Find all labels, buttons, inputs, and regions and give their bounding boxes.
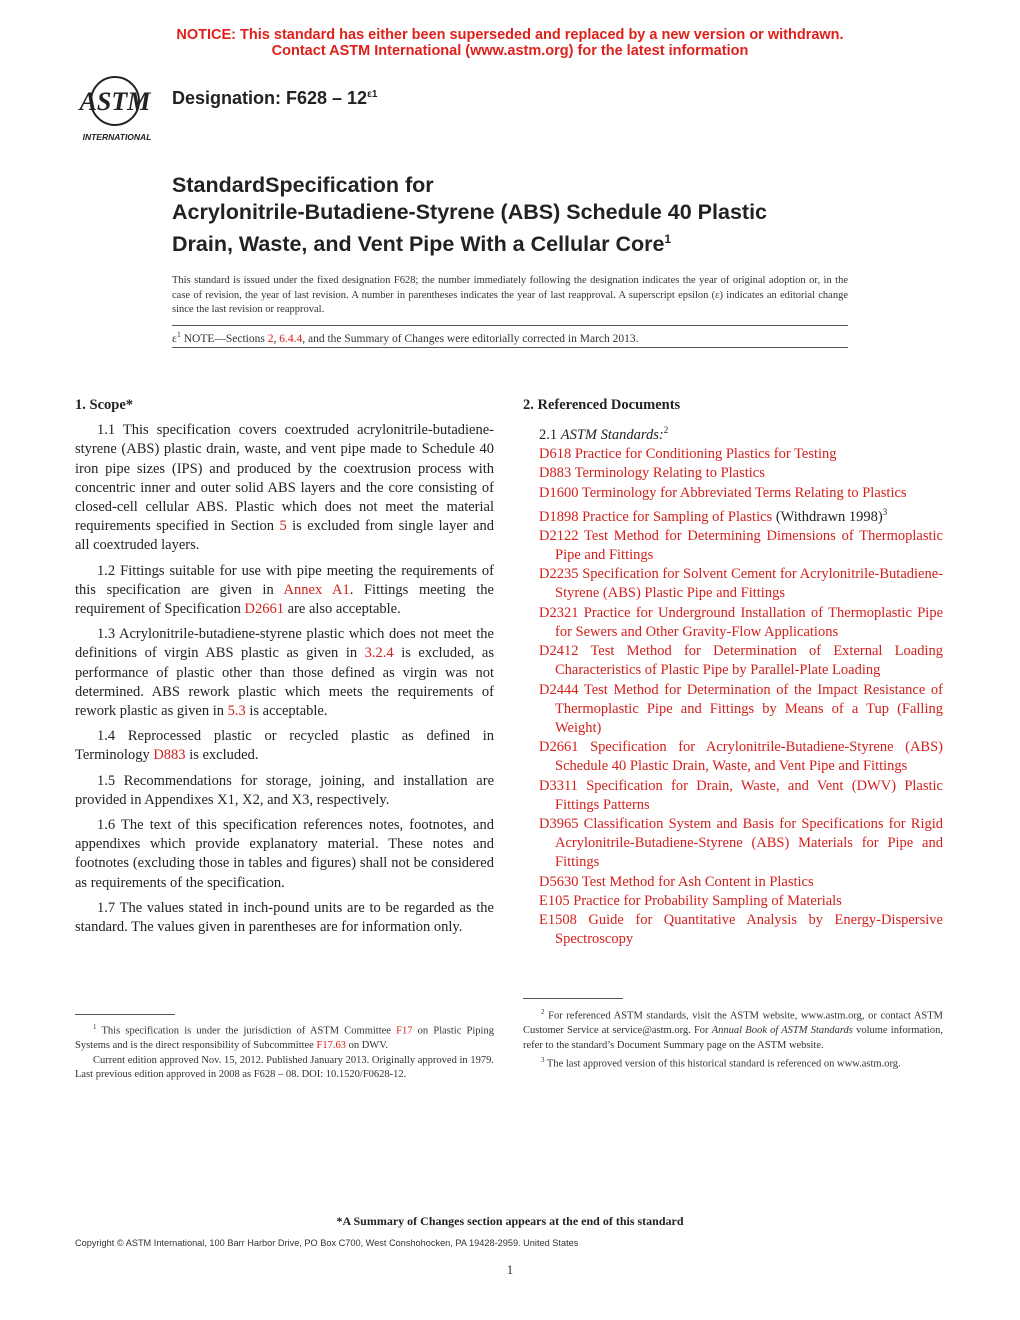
reference-title[interactable]: Test Method for Determination of the Impact Resistance of Thermoplastic Pipe and Fittings by Means of a Tup (Falling Weight) bbox=[555, 681, 943, 736]
reference-withdrawn-note: (Withdrawn 1998) bbox=[772, 508, 883, 525]
reference-title[interactable]: Specification for Acrylonitrile-Butadiene-Styrene (ABS) Schedule 40 Plastic Drain, Waste, and Vent Pipe and Fittings bbox=[555, 739, 943, 775]
reference-item bbox=[523, 445, 943, 464]
divider-top bbox=[172, 325, 848, 326]
section-6-4-4-link[interactable]: 6.4.4 bbox=[279, 332, 303, 345]
footnotes-right bbox=[523, 1005, 943, 1072]
annex-a1-link[interactable]: Annex A1 bbox=[283, 581, 350, 598]
scope-1-5: 1.5 Recommendations for storage, joining, and installation are provided in Appendixes X1, X2, and X3, respectively. bbox=[75, 772, 494, 808]
reference-code-link[interactable]: D2661 bbox=[539, 739, 579, 756]
reference-code-link[interactable]: D1898 bbox=[539, 508, 579, 525]
reference-item bbox=[523, 873, 943, 892]
logo-text: INTERNATIONAL bbox=[82, 132, 152, 142]
d883-link[interactable]: D883 bbox=[153, 747, 186, 764]
reference-item bbox=[523, 738, 943, 776]
designation: Designation: $F628 - 12^{\varepsilon 1}$ bbox=[172, 88, 378, 108]
astm-logo-icon bbox=[73, 74, 161, 144]
scope-1-1: 1.1 This specification covers coextruded acrylonitrile-butadiene-styrene (ABS) plastic drain, waste, and vent pipe made to Schedule 40 iron pipe sizes (IPS) and produced by the coextrusion process with concentric inner and outer solid ABS layers and the core consisting of closed-cell cellular ABS. Plastic which does not meet the material requirements specified in Section 5 is excluded from single layer and all coextruded layers. bbox=[75, 422, 494, 554]
scope-1-6: 1.6 The text of this specification references notes, footnotes, and appendixes which provide explanatory material. These notes and footnotes (excluding those in tables and figures) shall not be considered as requirements of the specification. bbox=[75, 817, 494, 891]
svg-text:ASTM: ASTM bbox=[79, 87, 151, 116]
reference-title[interactable]: Specification for Solvent Cement for Acrylonitrile-Butadiene-Styrene (ABS) Plastic Pipe and Fittings bbox=[555, 566, 943, 602]
reference-title[interactable]: Specification for Drain, Waste, and Vent (DWV) Plastic Fittings Patterns bbox=[555, 777, 943, 813]
notice-line-2: Contact ASTM International (www.astm.org) for the latest information bbox=[271, 43, 749, 59]
footnote-1: $^1$ This specification is under the jurisdiction of ASTM Committee F17 on Plastic Piping Systems and is the direct responsibility of Subcommittee F17.63 on DWV. bbox=[75, 1023, 494, 1052]
astm-standards-subheading: 2.1 ASTM Standards:$^2$ bbox=[539, 425, 669, 444]
copyright: Copyright © ASTM International, 100 Barr Harbor Drive, PO Box C700, West Conshohocken, PA 19428-2959. United States bbox=[75, 1238, 579, 1248]
footnote-2: $^2$ For referenced ASTM standards, visit the ASTM website, www.astm.org, or contact ASTM Customer Service at service@astm.org. For Annual Book of ASTM Standards volume information, refer to the standard’s Document Summary page on the ASTM website. bbox=[523, 1008, 943, 1051]
reference-item bbox=[523, 815, 943, 873]
reference-code-link[interactable]: D883 bbox=[539, 465, 572, 482]
reference-code-link[interactable]: D2412 bbox=[539, 643, 579, 660]
section-2-link[interactable]: 2 bbox=[267, 332, 274, 345]
reference-title[interactable]: Practice for Sampling of Plastics bbox=[578, 508, 773, 525]
f17-link[interactable]: F17 bbox=[396, 1025, 413, 1037]
reference-code-link[interactable]: D2321 bbox=[539, 604, 579, 621]
scope-heading: 1. Scope* bbox=[75, 397, 133, 413]
reference-title[interactable]: Practice for Underground Installation of Thermoplastic Pipe for Sewers and Other Gravity-Flow Applications bbox=[555, 604, 943, 640]
page-number: 1 bbox=[506, 1262, 514, 1277]
reference-code-link[interactable]: D2122 bbox=[539, 527, 579, 544]
reference-code-link[interactable]: D2444 bbox=[539, 681, 579, 698]
document-title: StandardSpecification for Acrylonitrile-Butadiene-Styrene (ABS) Schedule 40 Plastic Drain, Waste, and Vent Pipe With a Cellular Core$^1$ bbox=[172, 173, 767, 257]
reference-title[interactable]: Test Method for Determining Dimensions of Thermoplastic Pipe and Fittings bbox=[555, 527, 943, 564]
summary-of-changes-note: *A Summary of Changes section appears at the end of this standard bbox=[336, 1214, 684, 1228]
reference-title[interactable]: Test Method for Ash Content in Plastics bbox=[578, 873, 814, 890]
reference-item bbox=[523, 911, 943, 949]
scope-1-4: 1.4 Reprocessed plastic or recycled plastic as defined in Terminology D883 is excluded. bbox=[75, 728, 494, 764]
reference-title[interactable]: Test Method for Determination of External Loading Characteristics of Plastic Pipe by Parallel-Plate Loading bbox=[555, 643, 943, 679]
referenced-documents-section bbox=[523, 396, 943, 949]
section-5-3-link[interactable]: 5.3 bbox=[227, 703, 246, 720]
footnote-1-edition: Current edition approved Nov. 15, 2012. Published January 2013. Originally approved in 1979. Last previous edition approved in 2008 as F628 – 08. DOI: 10.1520/F0628-12. bbox=[75, 1054, 494, 1081]
reference-code-link[interactable]: D618 bbox=[539, 446, 572, 463]
footnotes-left bbox=[75, 1020, 494, 1083]
reference-item bbox=[523, 892, 943, 911]
section-3-2-4-link[interactable]: 3.2.4 bbox=[364, 645, 394, 662]
reference-item bbox=[523, 565, 943, 603]
reference-code-link[interactable]: E105 bbox=[539, 892, 570, 909]
notice-line-1: NOTICE: This standard has either been superseded and replaced by a new version or withdrawn. bbox=[176, 27, 844, 43]
reference-title[interactable]: Guide for Quantitative Analysis by Energy-Dispersive Spectroscopy bbox=[555, 911, 943, 948]
reference-title[interactable]: Classification System and Basis for Specifications for Rigid Acrylonitrile-Butadiene-Styrene (ABS) Materials for Pipe and Fittings bbox=[555, 815, 943, 871]
reference-title[interactable]: Terminology for Abbreviated Terms Relating to Plastics bbox=[578, 484, 907, 501]
footnote-3: $^3$ The last approved version of this historical standard is referenced on www.astm.org. bbox=[541, 1056, 901, 1070]
reference-code-link[interactable]: D5630 bbox=[539, 873, 579, 890]
reference-item bbox=[523, 681, 943, 739]
footnote-rule-right bbox=[523, 998, 623, 999]
editorial-note: $\varepsilon^1$ NOTE—Sections 2, 6.4.4, and the Summary of Changes were editorially corrected in March 2013. bbox=[172, 330, 639, 345]
scope-1-2: 1.2 Fittings suitable for use with pipe meeting the requirements of this specification are given in Annex A1. Fittings meeting the requirement of Specification D2661 are also acceptable. bbox=[75, 562, 494, 618]
reference-item bbox=[523, 527, 943, 565]
scope-1-7: 1.7 The values stated in inch-pound units are to be regarded as the standard. The values given in parentheses are for information only. bbox=[75, 899, 494, 936]
section-5-link[interactable]: 5 bbox=[279, 518, 287, 535]
reference-title[interactable]: Practice for Probability Sampling of Materials bbox=[569, 892, 842, 909]
d2661-link[interactable]: D2661 bbox=[244, 601, 284, 618]
reference-code-link[interactable]: E1508 bbox=[539, 911, 577, 928]
reference-item bbox=[523, 642, 943, 680]
scope-section bbox=[75, 396, 494, 943]
reference-item bbox=[523, 777, 943, 815]
reference-title[interactable]: Terminology Relating to Plastics bbox=[571, 465, 765, 482]
reference-code-link[interactable]: D2235 bbox=[539, 566, 579, 583]
footnote-3-ref: 3 bbox=[882, 506, 888, 517]
reference-code-link[interactable]: D3965 bbox=[539, 815, 579, 832]
footnote-rule-left bbox=[75, 1014, 175, 1015]
referenced-heading: 2. Referenced Documents bbox=[523, 397, 681, 413]
reference-item bbox=[523, 503, 943, 527]
reference-code-link[interactable]: D3311 bbox=[539, 777, 578, 794]
f17-63-link[interactable]: F17.63 bbox=[316, 1040, 346, 1052]
reference-item bbox=[523, 484, 943, 503]
reference-title[interactable]: Practice for Conditioning Plastics for Testing bbox=[571, 446, 837, 463]
reference-code-link[interactable]: D1600 bbox=[539, 484, 579, 501]
reference-list bbox=[523, 445, 943, 949]
issue-statement: This standard is issued under the fixed designation F628; the number immediately following the designation indicates the year of original adoption or, in the case of revision, the year of last revision. A number in parentheses indicates the year of last reapproval. A superscript epsilon (ε) indicates an editorial change since the last revision or reapproval. bbox=[172, 275, 848, 315]
reference-item bbox=[523, 464, 943, 483]
reference-item bbox=[523, 604, 943, 642]
divider-bottom bbox=[172, 347, 848, 348]
scope-1-3: 1.3 Acrylonitrile-butadiene-styrene plastic which does not meet the definitions of virgin ABS plastic as given in 3.2.4 is excluded, as performance of plastic other than those defined as virgin was not determined. ABS rework plastic which meets the requirements of rework plastic as given in 5.3 is acceptable. bbox=[75, 626, 494, 720]
